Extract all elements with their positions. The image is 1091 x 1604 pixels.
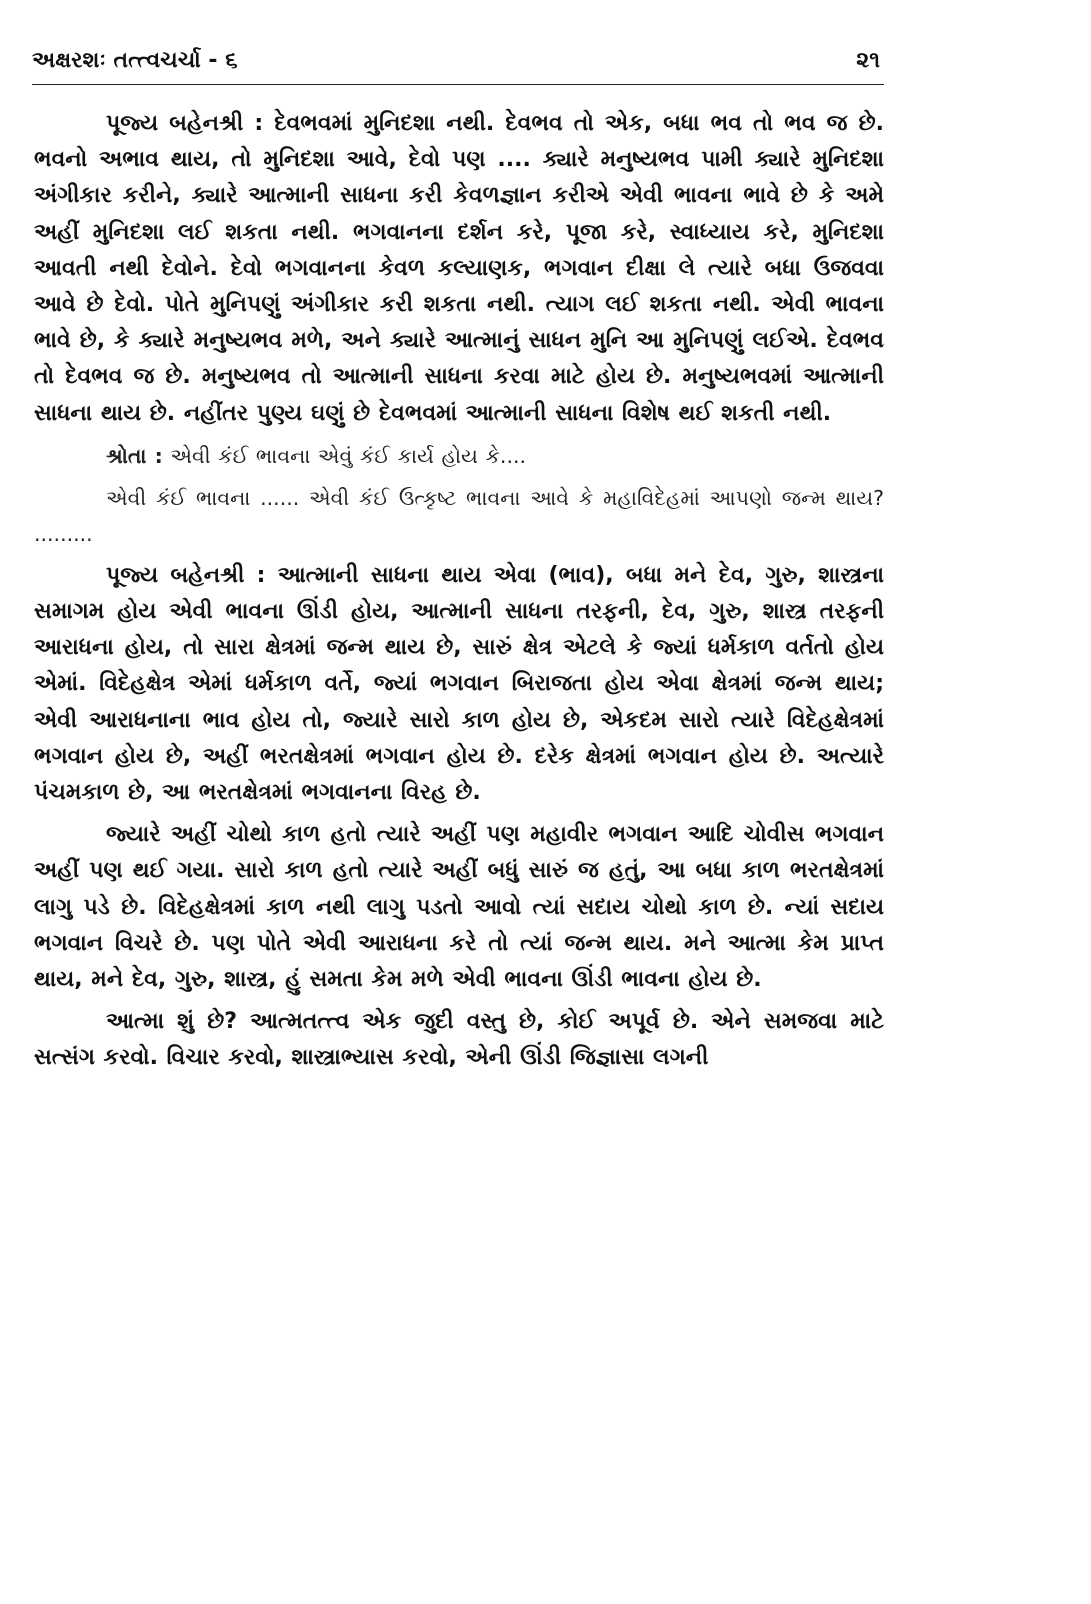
page-content <box>34 106 884 1083</box>
paragraph-4 <box>34 558 884 811</box>
paragraph-3 <box>34 480 884 552</box>
page-header <box>32 44 884 85</box>
paragraph-text: દેવભવમાં મુનિદશા નથી. દેવભવ તો એક, બધા ભવ તો ભવ જ છે. ભવનો અભાવ થાય, તો મુનિદશા આવે, દેવો પણ .... ક્યારે મનુષ્યભવ પામી ક્યારે મુનિદશા અંગીકાર કરીને, ક્યારે આત્માની સાધના કરી કેવળજ્ઞાન કરીએ એવી ભાવના ભાવે છે કે અમે અહીં મુનિદશા લઈ શકતા નથી. ભગવાનના દર્શન કરે, પૂજા કરે, સ્વાધ્યાય કરે, મુનિદશા આવતી નથી દેવોને. દેવો ભગવાનના કેવળ કલ્યાણક, ભગવાન દીક્ષા લે ત્યારે બધા ઉજવવા આવે છે દેવો. પોતે મુનિપણું અંગીકાર કરી શકતા નથી. ત્યાગ લઈ શકતા નથી. એવી ભાવના ભાવે છે, કે ક્યારે મનુષ્યભવ મળે, અને ક્યારે આત્માનું સાધન મુનિ આ મુનિપણું લઈએ. દેવભવ તો દેવભવ જ છે. મનુષ્યભવ તો આત્માની સાધના કરવા માટે હોય છે. મનુષ્યભવમાં આત્માની સાધના થાય છે. નહીંતર પુણ્ય ઘણું છે દેવભવમાં આત્માની સાધના વિશેષ થઈ શકતી નથી. <box>34 111 884 426</box>
paragraph-text: આત્માની સાધના થાય એવા (ભાવ), બધા મને દેવ, ગુરુ, શાસ્ત્રના સમાગમ હોય એવી ભાવના ઊંડી હોય, આત્માની સાધના તરફની, દેવ, ગુરુ, શાસ્ત્ર તરફની આરાધના હોય, તો સારા ક્ષેત્રમાં જન્મ થાય છે, સારું ક્ષેત્ર એટલે કે જ્યાં ધર્મકાળ વર્તતો હોય એમાં. વિદેહક્ષેત્ર એમાં ધર્મકાળ વર્તે, જ્યાં ભગવાન બિરાજતા હોય એવા ક્ષેત્રમાં જન્મ થાય; એવી આરાધનાના ભાવ હોય તો, જ્યારે સારો કાળ હોય છે, એકદમ સારો ત્યારે વિદેહક્ષેત્રમાં ભગવાન હોય છે, અહીં ભરતક્ષેત્રમાં ભગવાન હોય છે. દરેક ક્ષેત્રમાં ભગવાન હોય છે. અત્યારે પંચમકાળ છે, આ ભરતક્ષેત્રમાં ભગવાનના વિરહ છે. <box>34 562 884 806</box>
paragraph-text: એવી કંઈ ભાવના ...... એવી કંઈ ઉત્કૃષ્ટ ભાવના આવે કે મહાવિદેહમાં આપણો જન્મ થાય? ......... <box>34 485 884 546</box>
header-title: અક્ષરશઃ તત્ત્વચર્ચા - ૬ <box>32 48 238 73</box>
page-number: ૨૧ <box>856 48 880 73</box>
paragraph-text: જ્યારે અહીં ચોથો કાળ હતો ત્યારે અહીં પણ મહાવીર ભગવાન આદિ ચોવીસ ભગવાન અહીં પણ થઈ ગયા. સારો કાળ હતો ત્યારે અહીં બધું સારું જ હતું, આ બધા કાળ ભરતક્ષેત્રમાં લાગુ પડે છે. વિદેહક્ષેત્રમાં કાળ નથી લાગુ પડતો આવો ત્યાં સદાય ચોથો કાળ છે. ન્યાં સદાય ભગવાન વિચરે છે. પણ પોતે એવી આરાધના કરે તો ત્યાં જન્મ થાય. મને આત્મા કેમ પ્રાપ્ત થાય, મને દેવ, ગુરુ, શાસ્ત્ર, હું સમતા કેમ મળે એવી ભાવના ઊંડી ભાવના હોય છે. <box>34 822 884 993</box>
paragraph-1 <box>34 106 884 432</box>
speaker-label: શ્રોતા : <box>106 443 163 468</box>
paragraph-6 <box>34 1004 884 1076</box>
paragraph-text: એવી કંઈ ભાવના એવું કંઈ કાર્ય હોય કે.... <box>162 443 526 468</box>
paragraph-2 <box>34 438 884 474</box>
speaker-label: પૂજ્ય બહેનશ્રી : <box>106 111 264 136</box>
paragraph-5 <box>34 817 884 998</box>
paragraph-text: આત્મા શું છે? આત્મતત્ત્વ એક જુદી વસ્તુ છે, કોઈ અપૂર્વ છે. એને સમજવા માટે સત્સંગ કરવો. વિચાર કરવો, શાસ્ત્રાભ્યાસ કરવો, એની ઊંડી જિજ્ઞાસા લગની <box>34 1009 884 1071</box>
speaker-label: પૂજ્ય બહેનશ્રી : <box>106 562 266 588</box>
